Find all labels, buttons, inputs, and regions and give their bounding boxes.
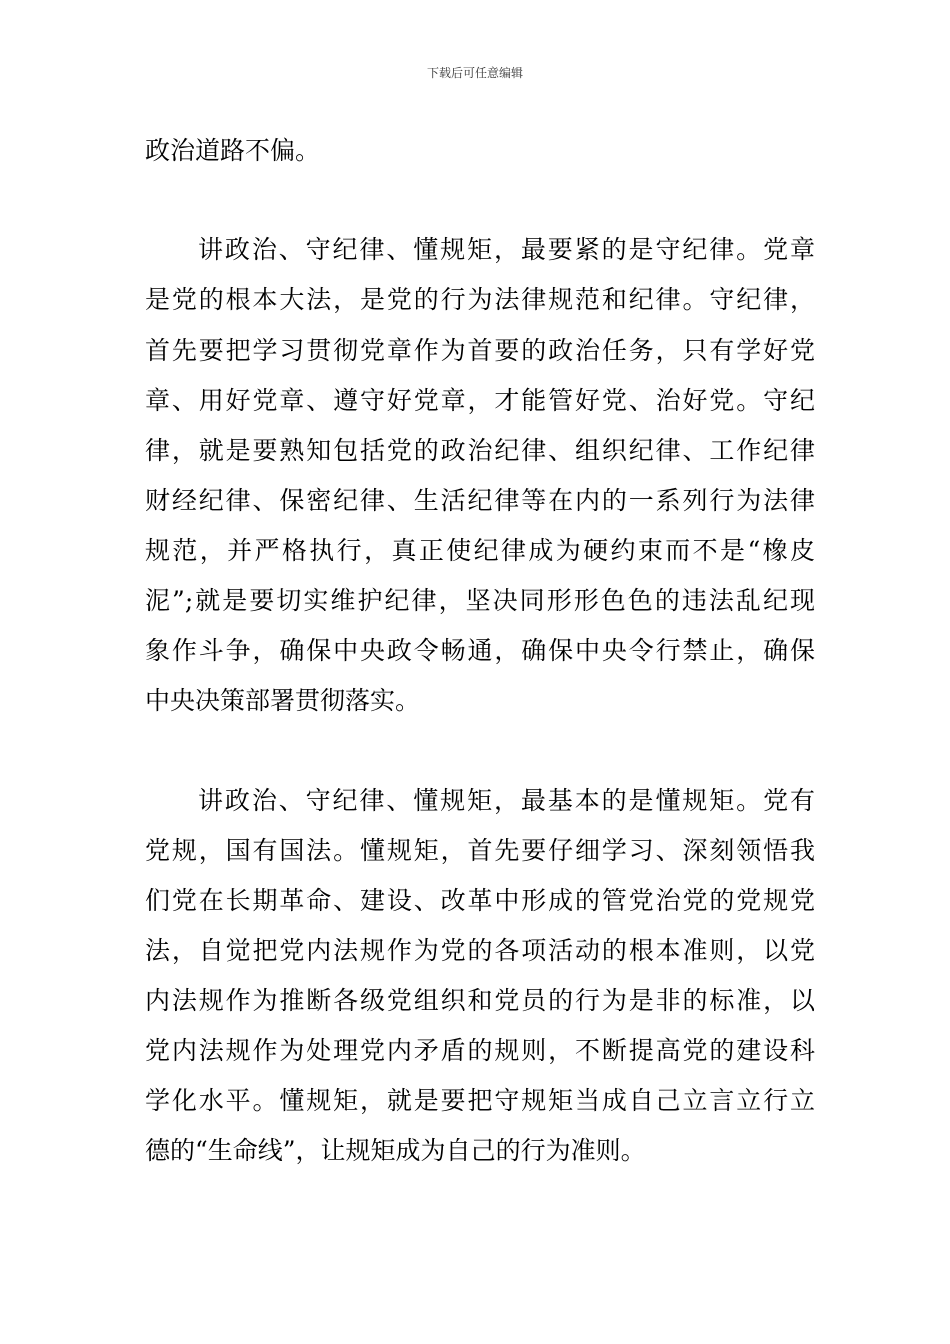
paragraph-2-line-6: 财经纪律、保密纪律、生活纪律等在内的一系列行为法律 — [145, 486, 815, 515]
paragraph-2-line-8: 泥”;就是要切实维护纪律，坚决同形形色色的违法乱纪现 — [145, 586, 815, 615]
paragraph-1-line-1: 政治道路不偏。 — [145, 136, 321, 165]
paragraph-2-line-4: 章、用好党章、遵守好党章，才能管好党、治好党。守纪 — [145, 386, 815, 415]
paragraph-3-line-2: 党规，国有国法。懂规矩，首先要仔细学习、深刻领悟我 — [145, 836, 815, 865]
paragraph-2-line-3: 首先要把学习贯彻党章作为首要的政治任务，只有学好党 — [145, 336, 815, 365]
paragraph-2-line-10: 中央决策部署贯彻落实。 — [145, 686, 421, 715]
paragraph-3-line-7: 学化水平。懂规矩，就是要把守规矩当成自己立言立行立 — [145, 1086, 815, 1115]
paragraph-3-line-3: 们党在长期革命、建设、改革中形成的管党治党的党规党 — [145, 886, 815, 915]
paragraph-2-line-7: 规范，并严格执行，真正使纪律成为硬约束而不是“橡皮 — [145, 536, 815, 565]
download-note: 下载后可任意编辑 — [426, 66, 523, 80]
paragraph-3-line-4: 法，自觉把党内法规作为党的各项活动的根本准则，以党 — [145, 936, 815, 965]
paragraph-3-line-6: 党内法规作为处理党内矛盾的规则，不断提高党的建设科 — [145, 1036, 815, 1065]
paragraph-2-line-5: 律，就是要熟知包括党的政治纪律、组织纪律、工作纪律 — [145, 436, 815, 465]
paragraph-3-line-8: 德的“生命线”，让规矩成为自己的行为准则。 — [145, 1136, 646, 1165]
paragraph-2-line-9: 象作斗争，确保中央政令畅通，确保中央令行禁止，确保 — [145, 636, 815, 665]
paragraph-2-line-2: 是党的根本大法，是党的行为法律规范和纪律。守纪律， — [145, 285, 815, 314]
paragraph-2-line-1: 讲政治、守纪律、懂规矩，最要紧的是守纪律。党章 — [198, 235, 815, 264]
paragraph-3-line-5: 内法规作为推断各级党组织和党员的行为是非的标准，以 — [145, 986, 815, 1015]
paragraph-3-line-1: 讲政治、守纪律、懂规矩，最基本的是懂规矩。党有 — [198, 786, 815, 815]
